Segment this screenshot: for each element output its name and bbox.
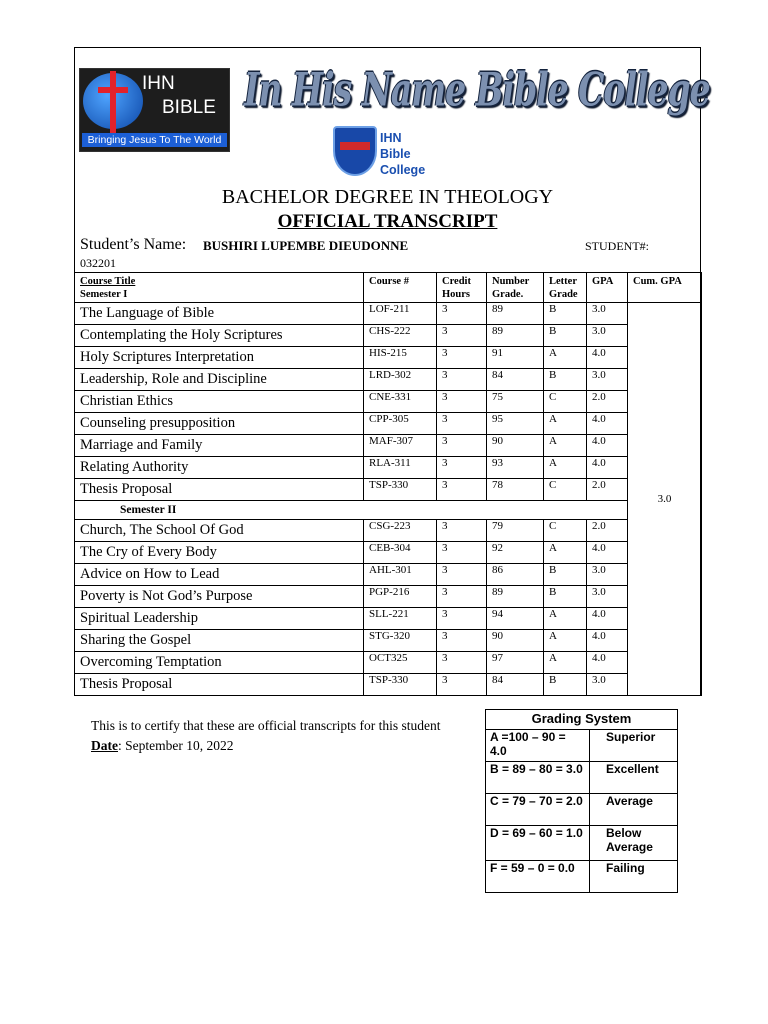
cum-gpa-value: 3.0 (628, 303, 702, 696)
table-row (75, 479, 702, 501)
credit-hours: 3 (437, 564, 487, 586)
shield-icon (333, 126, 377, 176)
course-number: LOF-211 (364, 303, 437, 325)
letter-grade: A (544, 542, 587, 564)
cum-gpa-header: Cum. GPA (628, 273, 702, 303)
course-title: Thesis Proposal (75, 674, 364, 696)
letter-grade: A (544, 457, 587, 479)
semester2-label: Semester II (75, 501, 628, 520)
number-grade: 89 (487, 586, 544, 608)
letter-grade: B (544, 369, 587, 391)
number-grade: 78 (487, 479, 544, 501)
number-grade: 95 (487, 413, 544, 435)
course-title: Spiritual Leadership (75, 608, 364, 630)
credit-hours: 3 (437, 413, 487, 435)
credit-hours: 3 (437, 608, 487, 630)
course-title: Advice on How to Lead (75, 564, 364, 586)
grading-row (486, 861, 678, 893)
credit-hours: 3 (437, 391, 487, 413)
table-row (75, 674, 702, 696)
semester-divider (75, 501, 702, 520)
number-grade: 79 (487, 520, 544, 542)
course-title: Counseling presupposition (75, 413, 364, 435)
grade-scale: F = 59 – 0 = 0.0 (486, 861, 590, 893)
certification-text: This is to certify that these are official transcripts for this student (91, 718, 441, 733)
number-grade: 90 (487, 435, 544, 457)
table-row (75, 520, 702, 542)
letter-grade: A (544, 608, 587, 630)
credit-hours: 3 (437, 303, 487, 325)
letter-grade: A (544, 347, 587, 369)
course-number: MAF-307 (364, 435, 437, 457)
table-row (75, 564, 702, 586)
grade-description: Average (590, 794, 678, 826)
credit-hours: 3 (437, 630, 487, 652)
credit-hours: 3 (437, 542, 487, 564)
gpa-value: 4.0 (587, 542, 628, 564)
transcript-table (74, 272, 702, 696)
table-row (75, 435, 702, 457)
number-grade: 89 (487, 325, 544, 347)
gpa-value: 3.0 (587, 586, 628, 608)
number-grade: 89 (487, 303, 544, 325)
course-title: Poverty is Not God’s Purpose (75, 586, 364, 608)
letter-grade: C (544, 391, 587, 413)
letter-grade: B (544, 325, 587, 347)
number-grade: 91 (487, 347, 544, 369)
course-title: Sharing the Gospel (75, 630, 364, 652)
credit-hours: 3 (437, 520, 487, 542)
course-number: HIS-215 (364, 347, 437, 369)
logo-tagline: Bringing Jesus To The World (82, 133, 227, 147)
table-row (75, 369, 702, 391)
course-number: TSP-330 (364, 479, 437, 501)
table-row (75, 325, 702, 347)
gpa-value: 2.0 (587, 479, 628, 501)
cross-icon (110, 71, 116, 133)
course-number: LRD-302 (364, 369, 437, 391)
course-title: Holy Scriptures Interpretation (75, 347, 364, 369)
course-title: The Cry of Every Body (75, 542, 364, 564)
course-title: Contemplating the Holy Scriptures (75, 325, 364, 347)
credit-hours: 3 (437, 369, 487, 391)
table-row (75, 652, 702, 674)
grade-scale: B = 89 – 80 = 3.0 (486, 762, 590, 794)
course-title: Marriage and Family (75, 435, 364, 457)
gpa-value: 4.0 (587, 608, 628, 630)
number-grade: 84 (487, 369, 544, 391)
number-grade: 75 (487, 391, 544, 413)
credit-hours: 3 (437, 325, 487, 347)
number-grade-header: Number Grade. (487, 273, 544, 303)
gpa-value: 3.0 (587, 674, 628, 696)
course-number: CSG-223 (364, 520, 437, 542)
gpa-value: 3.0 (587, 303, 628, 325)
course-number-header: Course # (364, 273, 437, 303)
number-grade: 93 (487, 457, 544, 479)
table-row (75, 303, 702, 325)
course-number: PGP-216 (364, 586, 437, 608)
credit-hours: 3 (437, 435, 487, 457)
logo-line2: BIBLE (162, 97, 216, 118)
grade-scale: D = 69 – 60 = 1.0 (486, 826, 590, 861)
grade-description: Superior (590, 730, 678, 762)
student-name: BUSHIRI LUPEMBE DIEUDONNE (203, 238, 409, 253)
credit-hours-header: Credit Hours (437, 273, 487, 303)
course-number: CNE-331 (364, 391, 437, 413)
student-name-label: Student’s Name: (80, 236, 187, 253)
course-number: CHS-222 (364, 325, 437, 347)
grade-scale: A =100 – 90 = 4.0 (486, 730, 590, 762)
letter-grade-header: Letter Grade (544, 273, 587, 303)
course-title: Leadership, Role and Discipline (75, 369, 364, 391)
degree-title: BACHELOR DEGREE IN THEOLOGY (221, 186, 554, 208)
letter-grade: A (544, 435, 587, 457)
logo-line1: IHN (142, 73, 175, 94)
gpa-header: GPA (587, 273, 628, 303)
number-grade: 84 (487, 674, 544, 696)
gpa-value: 3.0 (587, 325, 628, 347)
letter-grade: C (544, 479, 587, 501)
letter-grade: B (544, 674, 587, 696)
letter-grade: C (544, 520, 587, 542)
table-row (75, 586, 702, 608)
course-title: Overcoming Temptation (75, 652, 364, 674)
seal-text: IHN Bible College (380, 131, 426, 177)
credit-hours: 3 (437, 674, 487, 696)
grade-description: Below Average (590, 826, 678, 861)
table-header (75, 273, 702, 303)
grading-row (486, 794, 678, 826)
gpa-value: 4.0 (587, 457, 628, 479)
table-row (75, 391, 702, 413)
letter-grade: B (544, 303, 587, 325)
letter-grade: B (544, 564, 587, 586)
letter-grade: A (544, 652, 587, 674)
issue-date: Date: September 10, 2022 (91, 738, 234, 753)
grading-row (486, 730, 678, 762)
course-title: Thesis Proposal (75, 479, 364, 501)
college-name: In His Name Bible College (244, 62, 710, 117)
number-grade: 97 (487, 652, 544, 674)
number-grade: 92 (487, 542, 544, 564)
credit-hours: 3 (437, 347, 487, 369)
course-title: Christian Ethics (75, 391, 364, 413)
course-number: AHL-301 (364, 564, 437, 586)
gpa-value: 4.0 (587, 347, 628, 369)
grade-description: Excellent (590, 762, 678, 794)
student-number: 032201 (80, 256, 116, 270)
gpa-value: 4.0 (587, 413, 628, 435)
course-title: Church, The School Of God (75, 520, 364, 542)
table-row (75, 542, 702, 564)
table-row (75, 630, 702, 652)
letter-grade: B (544, 586, 587, 608)
grading-row (486, 762, 678, 794)
gpa-value: 4.0 (587, 630, 628, 652)
number-grade: 90 (487, 630, 544, 652)
credit-hours: 3 (437, 586, 487, 608)
course-number: CEB-304 (364, 542, 437, 564)
course-title: Relating Authority (75, 457, 364, 479)
course-number: OCT325 (364, 652, 437, 674)
gpa-value: 3.0 (587, 564, 628, 586)
course-title: The Language of Bible (75, 303, 364, 325)
grading-system-table (485, 709, 678, 893)
grade-description: Failing (590, 861, 678, 893)
course-number: CPP-305 (364, 413, 437, 435)
gpa-value: 4.0 (587, 435, 628, 457)
number-grade: 86 (487, 564, 544, 586)
document-title: OFFICIAL TRANSCRIPT (277, 211, 498, 232)
college-logo (79, 68, 230, 152)
letter-grade: A (544, 630, 587, 652)
table-row (75, 347, 702, 369)
grade-scale: C = 79 – 70 = 2.0 (486, 794, 590, 826)
gpa-value: 3.0 (587, 369, 628, 391)
credit-hours: 3 (437, 457, 487, 479)
student-number-label: STUDENT#: (585, 239, 649, 253)
table-row (75, 608, 702, 630)
course-number: TSP-330 (364, 674, 437, 696)
course-number: SLL-221 (364, 608, 437, 630)
course-number: STG-320 (364, 630, 437, 652)
number-grade: 94 (487, 608, 544, 630)
course-number: RLA-311 (364, 457, 437, 479)
table-row (75, 457, 702, 479)
letter-grade: A (544, 413, 587, 435)
course-title-header: Course Title Semester I (75, 273, 364, 303)
grading-title: Grading System (486, 710, 678, 730)
credit-hours: 3 (437, 479, 487, 501)
credit-hours: 3 (437, 652, 487, 674)
gpa-value: 2.0 (587, 520, 628, 542)
grading-row (486, 826, 678, 861)
table-row (75, 413, 702, 435)
gpa-value: 4.0 (587, 652, 628, 674)
gpa-value: 2.0 (587, 391, 628, 413)
